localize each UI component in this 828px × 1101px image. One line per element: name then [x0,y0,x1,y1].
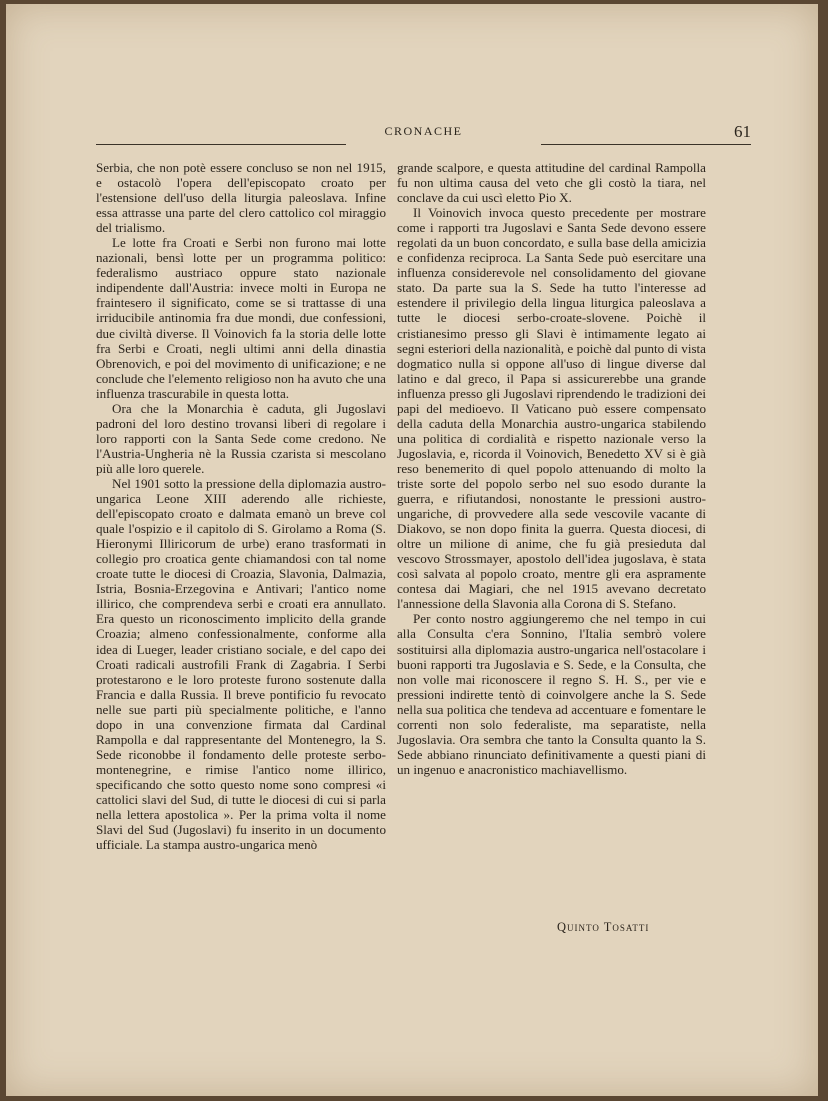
page-number: 61 [734,122,751,141]
header-rule-right [541,144,751,145]
paragraph: Nel 1901 sotto la pressione della diplomazia austro-ungarica Leone XIII aderendo alle richieste, dell'episcopato croato e dalmata emanò un breve col quale l'ospizio e il capitolo di S. Girolamo a Roma (S. Hieronymi Illiricorum de urbe) erano trasformati in collegio pro croatica gente chiamandosi con tal nome croate tutte le diocesi di Croazia, Slavonia, Dalmazia, Istria, Bosnia-Erzegovina e Antivari; l'antico nome illirico, che comprendeva serbi e croati era annullato. Era questo un riconoscimento implicito della grande Croazia; almeno confessionalmente, conforme alla idea di Lueger, leader cristiano sociale, e del capo dei Croati radicali austrofili Frank di Zagabria. I Serbi protestarono e le loro proteste furono sostenute dalla Francia e dalla Russia. Il breve pontificio fu revocato nelle sue parti più specialmente politiche, e l'anno dopo in una convenzione firmata dal Cardinal Rampolla e dal rappresentante del Montenegro, la S. Sede riconobbe il fondamento delle proteste serbo-montenegrine, e rimise l'antico nome illirico, specificando che sotto questo nome sono compresi «i cattolici slavi del Sud, di tutte le diocesi di cui si parla nella lettera apostolica ». Per la prima volta il nome Slavi del Sud (Jugoslavi) fu inserito in un documento ufficiale. La stampa austro-ungarica menò [96,475,386,853]
paragraph: grande scalpore, e questa attitudine del cardinal Rampolla fu non ultima causa del veto che gli costò la tiara, nel conclave da cui uscì eletto Pio X. [397,160,706,206]
paragraph: Ora che la Monarchia è caduta, gli Jugoslavi padroni del loro destino trovansi liberi di regolare i loro rapporti con la Santa Sede come credono. Ne l'Austria-Ungheria nè la Russia czarista si mescolano più alle loro querele. [96,400,386,476]
right-column [397,160,706,777]
running-header [96,122,751,146]
header-title: CRONACHE [384,124,463,138]
left-column [96,160,386,852]
author-signature: Quinto Tosatti [557,920,650,934]
paragraph: Per conto nostro aggiungeremo che nel tempo in cui alla Consulta c'era Sonnino, l'Italia sembrò volere sostituirsi alla diplomazia austro-ungarica nell'ostacolare i buoni rapporti tra Jugoslavia e S. Sede, e la Consulta, che non volle mai riconoscere il regno S. H. S., per vie e pressioni indirette tentò di coinvolgere anche la S. Sede nella sua politica che tendeva ad accentuare e fomentare le correnti non solo federaliste, ma separatiste, nella Jugoslavia. Ora sembra che tanto la Consulta quanto la S. Sede abbiano rinunciato definitivamente a questi piani di un ingenuo e anacronistico machiavellismo. [397,611,706,777]
paragraph: Il Voinovich invoca questo precedente per mostrare come i rapporti tra Jugoslavi e Santa Sede devono essere regolati da un buon concordato, e sulla base della amicizia e confidenza reciproca. La Santa Sede può esercitare una influenza considerevole nel consolidamento del giovane stato. Da parte sua la S. Sede ha tutto l'interesse ad estendere il privilegio della lingua liturgica paleoslava a tutte le diocesi serbo-croate-slovene. Poichè il cristianesimo presso gli Slavi è intimamente legato ai segni esteriori della nazionalità, e poichè dal punto di vista dogmatico nulla si oppone all'uso di lingue diverse dal latino e dal greco, il Papa si assicurerebbe una grande influenza presso gli Jugoslavi riprendendo le tradizioni dei papi del medioevo. Il Vaticano può essere compensato della caduta della Monarchia austro-ungarica stabilendo una politica di cordialità e rispetto nazionale verso la Jugoslavia, e, ricorda il Voinovich, Benedetto XV si è già reso benemerito di quel popolo attenuando di molto la triste sorte del popolo serbo nel suo esodo durante la guerra, e rifiutandosi, nonostante le pressioni austro-ungariche, di provvedere alla sede vescovile vacante di Diakovo, se non dopo finita la guerra. Questa diocesi, di oltre un milione di anime, che fu già presieduta dal vescovo Strossmayer, apostolo dell'idea jugoslava, è stata così salvata al popolo croato, mentre gli era aspramente contesa dai Magiari, che nel 1915 avevano decretato l'annessione della Slavonia alla Corona di S. Stefano. [397,205,706,612]
paragraph: Serbia, che non potè essere concluso se non nel 1915, e ostacolò l'opera dell'episcopato croato per l'estensione dell'uso della liturgia paleoslava. Infine essa attrasse una parte del clero cattolico col miraggio del trialismo. [96,160,386,236]
page [6,4,818,1096]
paragraph: Le lotte fra Croati e Serbi non furono mai lotte nazionali, bensì lotte per un programma politico: federalismo austriaco oppure stato nazionale indipendente dall'Austria: invece molti in Europa ne fraintesero il significato, come se si trattasse di una irriducibile antinomia fra due mondi, due confessioni, due civiltà diverse. Il Voinovich fa la storia delle lotte fra Serbi e Croati, negli ultimi anni della dinastia Obrenovich, e poi del movimento di unificazione; e ne conclude che l'elemento religioso non ha avuto che una influenza trascurabile in questa lotta. [96,235,386,401]
header-rule-left [96,144,346,145]
